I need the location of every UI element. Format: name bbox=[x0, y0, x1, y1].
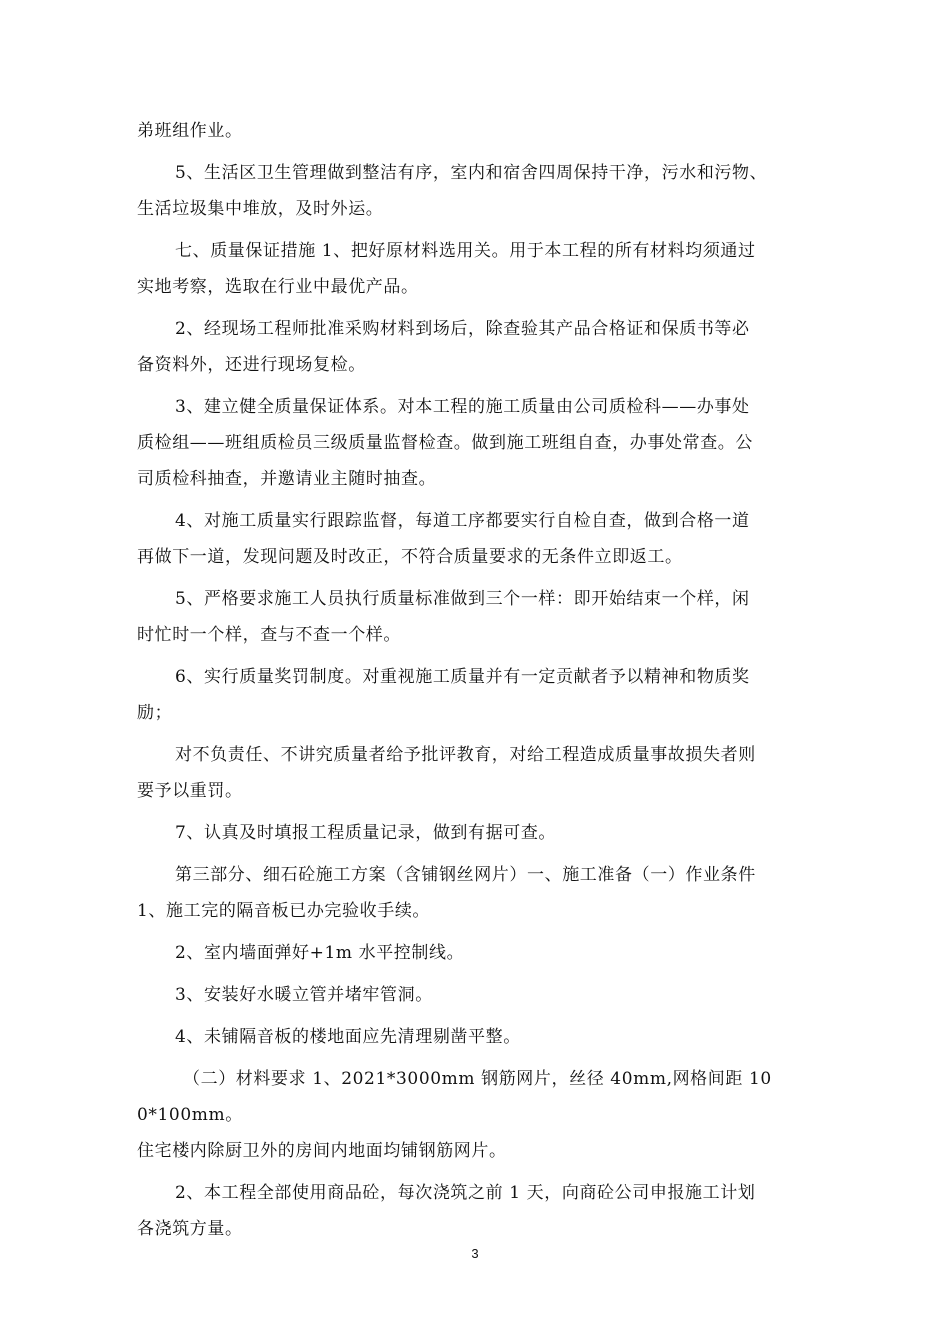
text-line: 再做下一道，发现问题及时改正，不符合质量要求的无条件立即返工。 bbox=[137, 547, 683, 567]
text-line: 4、未铺隔音板的楼地面应先清理剔凿平整。 bbox=[175, 1027, 521, 1047]
text-line: 0*100mm。 bbox=[137, 1105, 243, 1125]
text-line: 弟班组作业。 bbox=[137, 121, 243, 141]
text-line: 第三部分、细石砼施工方案（含铺钢丝网片）一、施工准备（一）作业条件 bbox=[175, 865, 756, 885]
text-line: 3、建立健全质量保证体系。对本工程的施工质量由公司质检科——办事处 bbox=[175, 397, 750, 417]
text-line: 备资料外，还进行现场复检。 bbox=[137, 355, 366, 375]
text-line: 2、经现场工程师批准采购材料到场后，除查验其产品合格证和保质书等必 bbox=[175, 319, 750, 339]
text-line: 司质检科抽查，并邀请业主随时抽查。 bbox=[137, 469, 437, 489]
text-line: 5、生活区卫生管理做到整洁有序，室内和宿舍四周保持干净，污水和污物、 bbox=[175, 163, 768, 183]
text-line: 生活垃圾集中堆放，及时外运。 bbox=[137, 199, 384, 219]
text-line: 各浇筑方量。 bbox=[137, 1219, 243, 1239]
text-line: 住宅楼内除厨卫外的房间内地面均铺钢筋网片。 bbox=[137, 1141, 507, 1161]
text-line: （二）材料要求 1、2021*3000mm 钢筋网片，丝径 40mm,网格间距 10 bbox=[183, 1069, 772, 1089]
page-number: 3 bbox=[471, 1246, 479, 1261]
text-line: 时忙时一个样，查与不查一个样。 bbox=[137, 625, 401, 645]
text-line: 2、本工程全部使用商品砼，每次浇筑之前 1 天，向商砼公司申报施工计划 bbox=[175, 1183, 756, 1203]
text-line: 七、质量保证措施 1、把好原材料选用关。用于本工程的所有材料均须通过 bbox=[175, 241, 756, 261]
text-line: 6、实行质量奖罚制度。对重视施工质量并有一定贡献者予以精神和物质奖 bbox=[175, 667, 750, 687]
text-line: 对不负责任、不讲究质量者给予批评教育，对给工程造成质量事故损失者则 bbox=[175, 745, 756, 765]
text-line: 5、严格要求施工人员执行质量标准做到三个一样：即开始结束一个样，闲 bbox=[175, 589, 750, 609]
text-line: 要予以重罚。 bbox=[137, 781, 243, 801]
text-line: 7、认真及时填报工程质量记录，做到有据可查。 bbox=[175, 823, 557, 843]
text-line: 4、对施工质量实行跟踪监督，每道工序都要实行自检自查，做到合格一道 bbox=[175, 511, 750, 531]
text-line: 1、施工完的隔音板已办完验收手续。 bbox=[137, 901, 431, 921]
text-line: 励； bbox=[137, 703, 173, 723]
text-line: 3、安装好水暖立管并堵牢管洞。 bbox=[175, 985, 433, 1005]
text-line: 实地考察，选取在行业中最优产品。 bbox=[137, 277, 419, 297]
text-line: 质检组——班组质检员三级质量监督检查。做到施工班组自查，办事处常查。公 bbox=[137, 433, 753, 453]
text-line: 2、室内墙面弹好+1m 水平控制线。 bbox=[175, 943, 465, 963]
